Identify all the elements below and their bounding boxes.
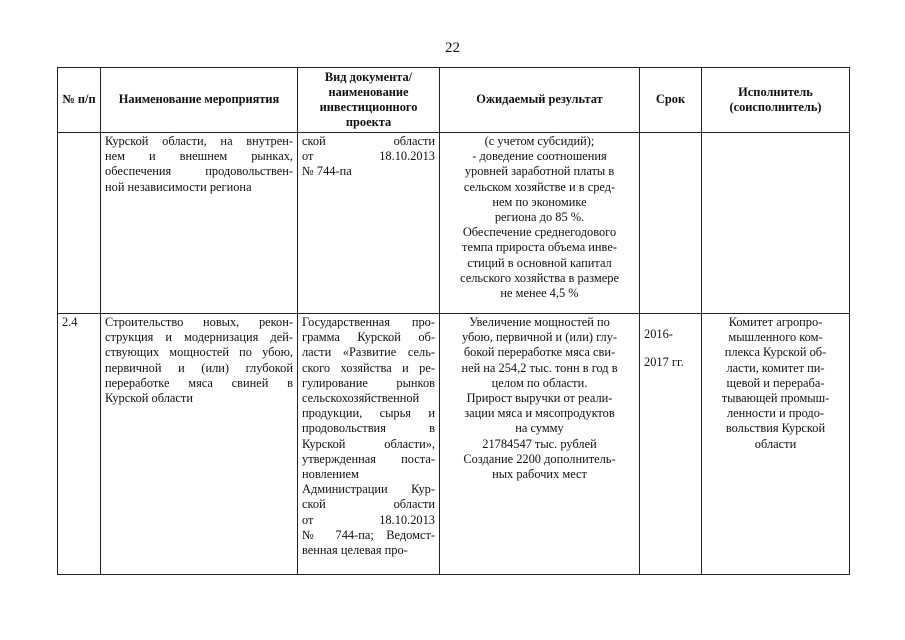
cell-measure-name (101, 314, 298, 575)
cell-text-line: 21784547 тыс. рублей (482, 436, 597, 451)
cell-text-line: плекса Курской об- (724, 345, 827, 360)
cell-text-line: утвержденная поста- (302, 451, 435, 466)
cell-text-line: не менее 4,5 % (500, 286, 579, 301)
cell-text-line: продукции, сырья и (302, 406, 435, 421)
cell-text-line: Увеличение мощностей по (469, 315, 610, 329)
cell-text-line: Курской области (105, 391, 193, 406)
cell-text-line: струкция и модернизация дей- (105, 330, 293, 345)
cell-text-line: целом по области. (491, 375, 588, 390)
cell-document (298, 133, 440, 314)
cell-text-line: ской области (302, 497, 435, 512)
cell-text-line: ского хозяйства и ре- (302, 360, 435, 375)
cell-text-line: Государственная про- (302, 315, 435, 329)
cell-text-line: тывающей промыш- (721, 391, 830, 406)
cell-text-line: продовольствия в (302, 421, 435, 436)
cell-text-line: убою, первичной и (или) глу- (461, 330, 618, 345)
cell-text-line: нем и внешнем рынках, (105, 149, 293, 164)
cell-text-line: нем по экономике (492, 194, 587, 209)
cell-text-line: обеспечения продовольствен- (105, 164, 293, 179)
cell-number: 2.4 (58, 314, 101, 575)
cell-executor (702, 314, 850, 575)
cell-text-line: ской области (302, 134, 435, 148)
cell-text-line: переработке мяса свиней в (105, 375, 293, 390)
cell-text-line: 2017 гг. (644, 354, 684, 369)
cell-text-line: на сумму (515, 421, 564, 436)
cell-text-line: Администрации Кур- (302, 482, 435, 497)
header-measure-name: Наименование мероприятия (101, 68, 298, 133)
cell-expected-result (440, 133, 640, 314)
cell-text-line: области (754, 436, 797, 451)
cell-text-line: Курской области, на внутрен- (105, 134, 293, 148)
cell-expected-result (440, 314, 640, 575)
cell-text-line: гулирование рынков (302, 375, 435, 390)
cell-text-line: - доведение соотношения (472, 149, 607, 164)
measures-table (57, 67, 850, 575)
cell-text-line: вольствия Курской (725, 421, 826, 436)
header-executor: Исполнитель (соисполнитель) (702, 68, 850, 133)
cell-text-line: новлением (302, 467, 359, 482)
cell-text-line: ных рабочих мест (492, 467, 587, 482)
cell-text-line: (с учетом субсидий); (484, 134, 595, 148)
cell-text-line: ласти, комитет пи- (726, 360, 825, 375)
header-expected-result: Ожидаемый результат (440, 68, 640, 133)
cell-text-line: венная целевая про- (302, 543, 408, 558)
cell-document (298, 314, 440, 575)
cell-text-line: Прирост выручки от реали- (466, 391, 613, 406)
cell-text-line: стиций в основной капитал (467, 255, 612, 270)
cell-measure-name (101, 133, 298, 314)
cell-text-line: 2016- (644, 327, 673, 342)
cell-text-line: ленности и продо- (726, 406, 825, 421)
cell-text-line: ласти «Развитие сель- (302, 345, 435, 360)
cell-text-line: сельского хозяйства в размере (460, 270, 619, 285)
cell-text-line: грамма Курской об- (302, 330, 435, 345)
cell-text-line: уровней заработной платы в (464, 164, 615, 179)
cell-text-line: бокой переработке мяса сви- (463, 345, 616, 360)
table-row (58, 314, 850, 575)
page-number: 22 (445, 40, 460, 56)
header-document-type: Вид документа/ наименование инвестиционного проекта (298, 68, 440, 133)
table-header-row (58, 68, 850, 133)
cell-text-line: мышленного ком- (728, 330, 823, 345)
header-number: № п/п (58, 68, 101, 133)
cell-text-line: Курской области», (302, 436, 435, 451)
cell-text-line: от 18.10.2013 (302, 149, 435, 164)
cell-text-line: № 744-па (302, 164, 352, 179)
cell-text-line: Строительство новых, рекон- (105, 315, 293, 329)
cell-text-line: № 744-па; Ведомст- (302, 527, 435, 542)
cell-text-line: зации мяса и мясопродуктов (464, 406, 615, 421)
cell-text-line: темпа прироста объема инве- (462, 240, 617, 255)
cell-text-line: от 18.10.2013 (302, 512, 435, 527)
cell-text-line: ной независимости региона (105, 179, 252, 194)
header-term: Срок (640, 68, 702, 133)
cell-text-line: ней на 254,2 тыс. тонн в год в (461, 360, 618, 375)
cell-text-line: щевой и перераба- (726, 375, 825, 390)
cell-text-line: сельскохозяйственной (302, 391, 420, 406)
cell-text-line: региона до 85 %. (494, 210, 585, 225)
cell-text-line: сельском хозяйстве и в сред- (463, 179, 616, 194)
cell-text-line: Создание 2200 дополнитель- (463, 451, 616, 466)
cell-text-line: ствующих мощностей по убою, (105, 345, 293, 360)
cell-term (640, 133, 702, 314)
cell-term (640, 314, 702, 575)
cell-text-line: Обеспечение среднегодового (462, 225, 617, 240)
cell-number (58, 133, 101, 314)
table-row (58, 133, 850, 314)
cell-text-line: первичной и (или) глубокой (105, 360, 293, 375)
cell-executor (702, 133, 850, 314)
cell-text-line: Комитет агропро- (728, 315, 823, 329)
